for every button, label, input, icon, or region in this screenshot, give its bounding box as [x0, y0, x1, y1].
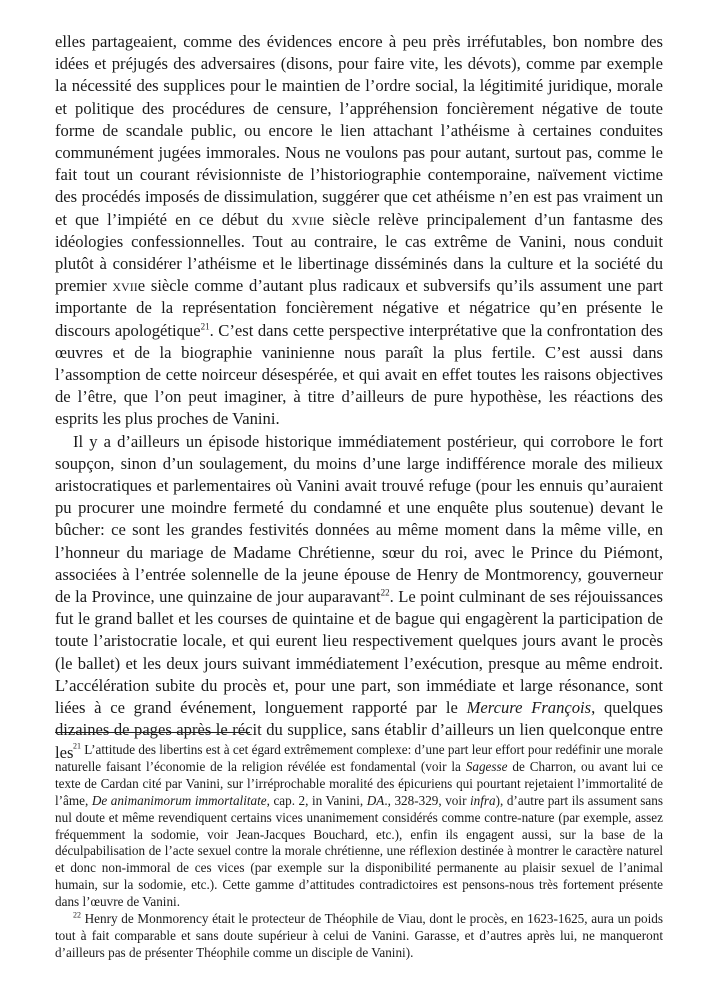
main-text [55, 31, 663, 764]
text-run: e siècle relève principalement d’un fantasme des idéologies confessionnelles. Tout au contraire, le cas extrême de Vanini, nous conduit plutôt à considérer l’athéisme et le libertinage disséminés dans la culture et la société du premier [55, 209, 663, 296]
text-run: . Le point culminant de ses réjouissances fut le grand ballet et les courses de quintaine et de bague qui engagèrent la participation de toute l’aristocratie locale, et qui eurent lieu respectivement quelques jours avant le procès (le ballet) et les deux jours suivant immédiatement l’exécution, presque au même endroit. L’accélération subite du procès et, pour une part, son immédiate et large résonance, sont liées à ce grand événement, longuement rapporté par le [55, 587, 663, 718]
text-run: ), d’autre part ils assument sans nul doute et même revendiquent certains vices unanimement considérés comme contre-nature (par exemple, assez fréquemment la sodomie, voir Jean-Jacques Bouchard, etc.), enfin ils engagent aussi, sur la base de la déculpabilisation de l’acte sexuel contre la morale chrétienne, une réflexion destinée à montrer le caractère naturel et donc non-immoral de ces vices (par exemple sur la disponibilité permanente au plaisir sexuel de l’animal humain, sur la sodomie, etc.). Cette gamme d’attitudes contradictoires est pensons-nous très fortement présente dans l’œuvre de Vanini. [55, 792, 663, 910]
text-run: Henry de Monmorency était le protecteur de Théophile de Viau, dont le procès, en 1623-1625, aura un poids tout à fait comparable et sans doute supérieur à celui de Vanini. Garasse, et d’autres après lui, ne manqueront d’ailleurs pas de présenter Théophile comme un disciple de Vanini). [55, 911, 663, 960]
century-numeral: xvii [112, 276, 138, 296]
footnote-number: 22 [73, 910, 81, 920]
footnote-ref-22[interactable]: 22 [380, 587, 390, 598]
footnote-separator [55, 732, 250, 733]
italic-text: De animanimorum immortalitate [91, 792, 267, 808]
italic-text: infra [469, 792, 496, 808]
century-numeral: xvii [291, 209, 317, 229]
footnote-22 [55, 911, 663, 962]
document-page [55, 0, 663, 982]
footnote-number: 21 [73, 741, 81, 751]
text-run: e siècle comme d’autant plus radicaux et subversifs qu’ils assument une part importante de la représentation foncièrement négative et négatrice qu’en présente le discours apologétique [55, 276, 664, 340]
paragraph-1 [55, 31, 663, 431]
footnote-ref-21[interactable]: 21 [200, 321, 210, 332]
text-run: elles partageaient, comme des évidences encore à peu près irréfutables, bon nombre des idées et préjugés des adversaires (disons, pour faire vite, les dévots), comme par exemple la nécessité des supplices pour le maintien de l’ordre social, la légitimité juridique, morale et politique des procédures de censure, l’appréhension foncièrement négative de toute forme de scandale public, ou encore le lien attachant l’athéisme à certaines conduites communément jugées immorales. Nous ne voulons pas pour autant, surtout pas, comme le fait tout un courant révisionniste de l’historiographie contemporaine, naïvement victime des procédés imposés de dissimulation, suggérer que cet athéisme n’en est pas vraiment un et que l’impiété en ce début du [55, 32, 663, 229]
paragraph-2 [55, 431, 663, 764]
italic-text: DA [366, 792, 385, 808]
italic-text: Sagesse [465, 758, 508, 774]
text-run: ., 328-329, voir [384, 792, 470, 808]
text-run: , cap. 2, in Vanini, [266, 792, 367, 808]
text-run: , quelques dizaines de pages après le récit du supplice, sans établir d’ailleurs un lien quelconque entre les [55, 698, 663, 762]
italic-title: Mercure François [466, 698, 592, 718]
footnotes [55, 742, 663, 962]
footnote-21 [55, 742, 663, 911]
text-run: de Charron, ou avant lui ce texte de Cardan cité par Vanini, sur l’irréprochable moralité des épicuriens qui pourtant rejetaient l’immortalité de l’âme, [55, 758, 663, 808]
text-run: L’attitude des libertins est à cet égard extrêmement complexe: d’une part leur effort pour redéfinir une morale naturelle faisant l’économie de la religion révélée est fondamental (voir la [55, 742, 663, 774]
text-run: . C’est dans cette perspective interprétative que la confrontation des œuvres et de la biographie vaninienne nous paraît la plus fertile. C’est aussi dans l’assomption de cette noirceur désespérée, et qui avait en effet toutes les raisons objectives de l’être, que l’on peut imaginer, à titre d’ailleurs de pure hypothèse, les réactions des esprits les plus proches de Vanini. [55, 320, 663, 429]
text-run: Il y a d’ailleurs un épisode historique immédiatement postérieur, qui corrobore le fort soupçon, sinon d’un soulagement, du moins d’une large indifférence morale des milieux aristocratiques et parlementaires où Vanini avait trouvé refuge (pour les ennuis qu’auraient pu procurer une moindre fermeté du condamné et une enquête plus soutenue) devant le bûcher: ce sont les grandes festivités données au même moment dans la même ville, en l’honneur du mariage de Madame Chrétienne, sœur du roi, avec le Prince du Piémont, associées à l’entrée solennelle de la jeune épouse de Henry de Montmorency, gouverneur de la Province, une quinzaine de jour auparavant [55, 431, 663, 607]
